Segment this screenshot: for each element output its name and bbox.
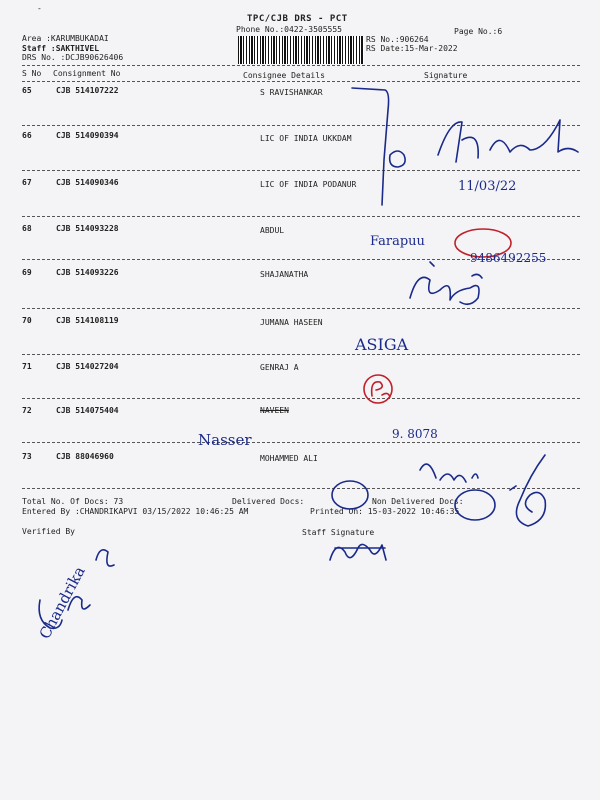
drs-number: DRS No. :DCJB90626406 bbox=[22, 53, 124, 62]
row-consignment: CJB 514107222 bbox=[56, 86, 119, 95]
stamp-ellipse-row68 bbox=[455, 229, 511, 257]
row-consignment: CJB 514090394 bbox=[56, 131, 119, 140]
handwritten-phone-row68: 9486492255 bbox=[470, 251, 547, 265]
row-sno: 70 bbox=[22, 316, 32, 325]
handwritten-name-row72: Nasser bbox=[198, 431, 252, 449]
row-sno: 69 bbox=[22, 268, 32, 277]
staff-signature-label: Staff Signature bbox=[302, 528, 375, 537]
entered-by: Entered By :CHANDRIKAPVI 03/15/2022 10:46:25 AM bbox=[22, 507, 249, 516]
header-divider bbox=[22, 65, 580, 66]
row-consignee: NAVEEN bbox=[260, 406, 289, 415]
area-label: Area :KARUMBUKADAI bbox=[22, 34, 109, 43]
printed-on: Printed On: 15-03-2022 10:46:35 bbox=[310, 507, 460, 516]
document-title: TPC/CJB DRS - PCT bbox=[247, 14, 348, 24]
col-header-consignee: Consignee Details bbox=[243, 71, 325, 80]
row-divider bbox=[22, 488, 580, 489]
page-number: Page No.:6 bbox=[454, 27, 503, 36]
row-consignee: MOHAMMED ALI bbox=[260, 454, 318, 463]
signature-row69 bbox=[410, 262, 482, 304]
row-divider bbox=[22, 398, 580, 399]
handwritten-name-row68: Farapuu bbox=[370, 234, 425, 249]
delivered-docs: Delivered Docs: bbox=[232, 497, 305, 506]
row-divider bbox=[22, 308, 580, 309]
row-divider bbox=[22, 216, 580, 217]
rs-date: RS Date:15-Mar-2022 bbox=[366, 44, 458, 53]
total-docs: Total No. Of Docs: 73 bbox=[22, 497, 124, 506]
non-delivered-docs: Non Delivered Docs: bbox=[372, 497, 464, 506]
rs-number: RS No.:906264 bbox=[366, 35, 429, 44]
row-sno: 71 bbox=[22, 362, 32, 371]
row-divider bbox=[22, 259, 580, 260]
signature-row66 bbox=[438, 120, 578, 162]
row-consignment: CJB 514027204 bbox=[56, 362, 119, 371]
handwritten-date-row67: 11/03/22 bbox=[458, 179, 517, 194]
bracket-line bbox=[352, 88, 389, 205]
circled-mark-66 bbox=[390, 151, 405, 167]
staff-label: Staff :SAKTHIVEL bbox=[22, 44, 100, 53]
staff-signature-mark bbox=[330, 544, 386, 560]
row-divider bbox=[22, 442, 580, 443]
handwritten-extra-row72: 9. 8078 bbox=[392, 427, 438, 441]
signature-row73-b bbox=[510, 455, 545, 526]
verified-signature bbox=[39, 550, 114, 629]
row-divider bbox=[22, 354, 580, 355]
row-consignment: CJB 514090346 bbox=[56, 178, 119, 187]
row-sno: 65 bbox=[22, 86, 32, 95]
verified-by: Verified By bbox=[22, 527, 75, 536]
top-mark: - bbox=[37, 4, 42, 13]
row-consignee: LIC OF INDIA PODANUR bbox=[260, 180, 357, 189]
col-header-sno: S No bbox=[22, 69, 42, 78]
handwritten-name-row70: ASIGA bbox=[355, 335, 409, 354]
row-sno: 73 bbox=[22, 452, 32, 461]
row-consignee: SHAJANATHA bbox=[260, 270, 309, 279]
row-consignee: JUMANA HASEEN bbox=[260, 318, 323, 327]
row-consignee: GENRAJ A bbox=[260, 363, 299, 372]
phone-number: Phone No.:0422-3505555 bbox=[236, 25, 342, 34]
row-consignee: ABDUL bbox=[260, 226, 285, 235]
row-consignment: CJB 514093226 bbox=[56, 268, 119, 277]
row-consignment: CJB 514108119 bbox=[56, 316, 119, 325]
footer-circle-1 bbox=[332, 481, 368, 509]
row-consignee: S RAVISHANKAR bbox=[260, 88, 323, 97]
handwritten-verified-signature: Chandrika bbox=[35, 563, 89, 642]
row-sno: 68 bbox=[22, 224, 32, 233]
col-header-signature: Signature bbox=[424, 71, 468, 80]
row-sno: 72 bbox=[22, 406, 32, 415]
barcode-image bbox=[238, 36, 364, 64]
row-sno: 67 bbox=[22, 178, 32, 187]
row-divider bbox=[22, 170, 580, 171]
row-consignee: LIC OF INDIA UKKDAM bbox=[260, 134, 352, 143]
row-divider bbox=[22, 125, 580, 126]
row-sno: 66 bbox=[22, 131, 32, 140]
row-consignment: CJB 514093228 bbox=[56, 224, 119, 233]
row-consignment: CJB 88046960 bbox=[56, 452, 114, 461]
signature-row73-a bbox=[420, 464, 478, 482]
col-header-consignment: Consignment No bbox=[53, 69, 121, 78]
row-consignment: CJB 514075404 bbox=[56, 406, 119, 415]
column-header-divider bbox=[22, 81, 580, 82]
